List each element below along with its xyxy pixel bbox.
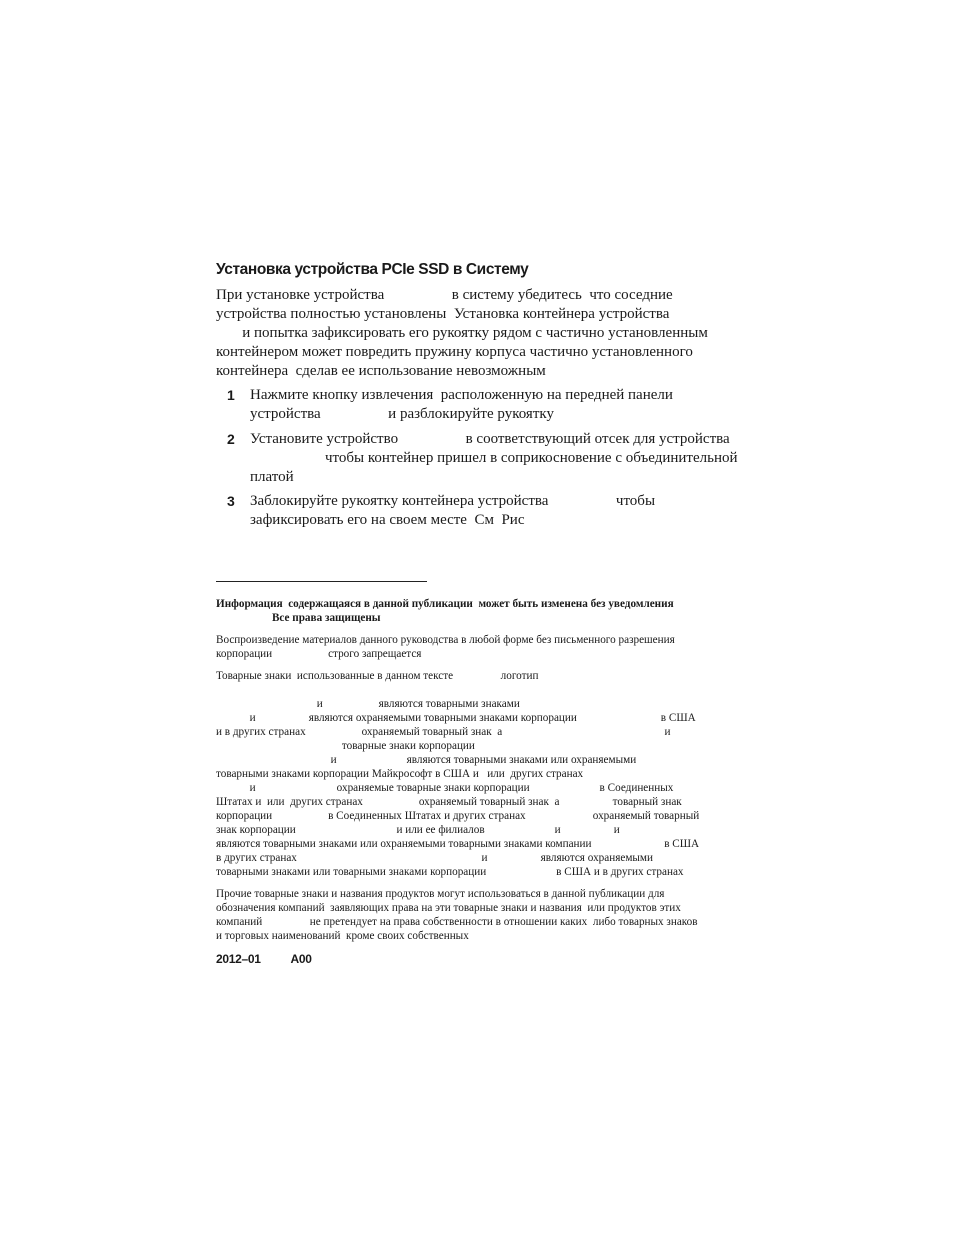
trademark-line: товарными знаками или товарными знаками корпорации в США и в других странах <box>216 866 684 878</box>
step-text: устройства и разблокируйте рукоятку <box>250 406 554 422</box>
step-text: зафиксировать его на своем месте См Рис <box>250 512 525 528</box>
reproduction-line: Воспроизведение материалов данного руководства в любой форме без письменного разрешения <box>216 634 675 646</box>
notice-line: Информация содержащаяся в данной публикации может быть изменена без уведомления <box>216 598 674 610</box>
other-trademarks-line: компаний не претендует на права собственности в отношении каких либо товарных знаков <box>216 916 698 928</box>
trademark-line: и в других странах охраняемый товарный знак а и <box>216 726 671 738</box>
reproduction-line: корпорации строго запрещается <box>216 648 422 660</box>
trademark-line: корпорации в Соединенных Штатах и других странах охраняемый товарный <box>216 810 700 822</box>
section-heading: Установка устройства PCIe SSD в Систему <box>216 261 529 278</box>
intro-line: и попытка зафиксировать его рукоятку рядом с частично установленным <box>216 325 708 341</box>
intro-line: При установке устройства в систему убедитесь что соседние <box>216 287 673 303</box>
notice-line: Все права защищены <box>216 612 381 624</box>
step-text: платой <box>250 469 294 485</box>
step-number: 3 <box>227 493 235 509</box>
trademark-line: и являются охраняемыми товарными знаками корпорации в США <box>216 712 696 724</box>
other-trademarks-line: и торговых наименований кроме своих собственных <box>216 930 469 942</box>
step-text: чтобы контейнер пришел в соприкосновение с объединительной <box>250 450 738 466</box>
trademark-line: товарные знаки корпорации <box>216 740 475 752</box>
intro-line: устройства полностью установлены Установка контейнера устройства <box>216 306 670 322</box>
other-trademarks-line: обозначения компаний заявляющих права на эти товарные знаки и названия или продуктов этих <box>216 902 681 914</box>
trademark-line: и охраняемые товарные знаки корпорации в Соединенных <box>216 782 674 794</box>
trademark-line: Штатах и или других странах охраняемый товарный знак а товарный знак <box>216 796 682 808</box>
step-text: Заблокируйте рукоятку контейнера устройства чтобы <box>250 493 656 509</box>
step-text: Нажмите кнопку извлечения расположенную на передней панели <box>250 387 673 403</box>
intro-line: контейнера сделав ее использование невозможным <box>216 363 546 379</box>
trademark-line: Товарные знаки использованные в данном тексте логотип <box>216 670 539 682</box>
other-trademarks-line: Прочие товарные знаки и названия продуктов могут использоваться в данной публикации для <box>216 888 665 900</box>
intro-line: контейнером может повредить пружину корпуса частично установленного <box>216 344 693 360</box>
document-code: 2012–01 A00 <box>216 952 312 966</box>
trademark-line: в других странах и являются охраняемыми <box>216 852 653 864</box>
step-text: Установите устройство в соответствующий отсек для устройства <box>250 431 730 447</box>
trademark-line: знак корпорации и или ее филиалов и и <box>216 824 620 836</box>
trademark-line: являются товарными знаками или охраняемыми товарными знаками компании в США <box>216 838 700 850</box>
trademark-line: и являются товарными знаками или охраняемыми <box>216 754 637 766</box>
step-number: 2 <box>227 431 235 447</box>
trademark-line: товарными знаками корпорации Майкрософт в США и или других странах <box>216 768 584 780</box>
footnote-divider <box>216 581 427 582</box>
trademark-line: и являются товарными знаками <box>216 698 520 710</box>
step-number: 1 <box>227 387 235 403</box>
